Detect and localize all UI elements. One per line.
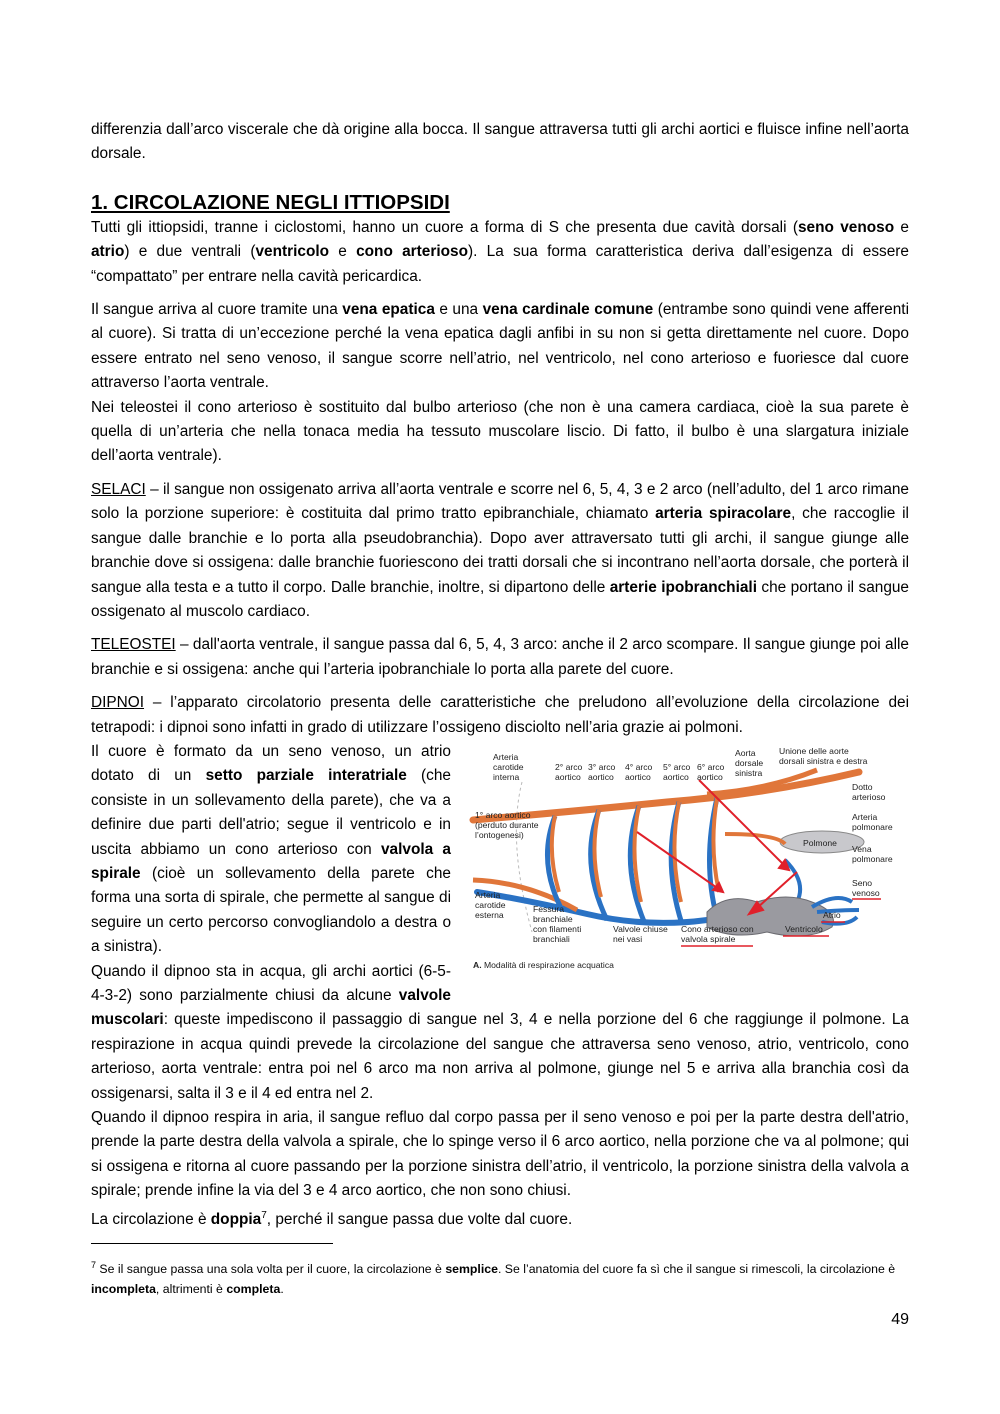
label-arco3-1: 3° arco	[588, 761, 616, 772]
label-arco6-1: 6° arco	[697, 761, 725, 772]
label-fessura-2: branchiale	[533, 913, 573, 924]
label-carotide-interna-1: Arteria	[493, 751, 519, 762]
label-fessura-3: con filamenti	[533, 923, 582, 934]
dipnoi-circulation-diagram	[467, 742, 919, 982]
label-carotide-interna-3: interna	[493, 771, 520, 782]
label-aorta-dorsale-1: Aorta	[735, 747, 756, 758]
footnote-separator	[91, 1243, 333, 1244]
label-arco1-3: l’ontogenesi)	[475, 829, 524, 840]
label-dotto-2: arterioso	[852, 791, 886, 802]
paragraph-double-circulation: La circolazione è doppia$^7$, perché il sangue passa due volte dal cuore.	[91, 1209, 573, 1228]
paragraph-air-breathing: Quando il dipnoo respira in aria, il sangue refluo dal corpo passa per il seno venoso e poi per la parte destra dell'atrio, prende la parte destra della valvola a spirale, che lo spinge verso il 6 arco aortico, nella porzione che va al polmone; qui si ossigena e ritorna al cuore passando per la porzione sinistra dell’atrio, il ventricolo, la porzione sinistra della valvola a spirale; prende infine la via del 3 e 4 arco aortico, che non sono chiusi.	[91, 1109, 909, 1200]
label-esterna-2: carotide	[475, 899, 506, 910]
label-cono-2: valvola spirale	[681, 933, 736, 944]
label-seno-1: Seno	[852, 877, 873, 888]
paragraph-selaci: SELACI – il sangue non ossigenato arriva all’aorta ventrale e scorre nel 6, 5, 4, 3 e 2 arco (nell’adulto, del 1 arco rimane solo la porzione superiore: è costituita dal primo tratto epibranchiale, chiamato arteria spiracolare, che raccoglie il sangue dalle branchie e lo porta alla pseudobranchia). Dopo aver attraversato tutti gli archi, il sangue giunge alle branchie dove si ossigena: dalle branchie fuoriescono dei tratti dorsali che si incontrano nell’aorta dorsale, che porterà il sangue alla testa e a tutto il corpo. Dalle branchie, inoltre, si dipartono delle arterie ipobranchiali che portano il sangue ossigenato al muscolo cardiaco.	[91, 480, 909, 620]
paragraph-teleostei-bulbo: Nei teleostei il cono arterioso è sostituito dal bulbo arterioso (che non è una camera cardiaca, cioè la sua parete è quella di un’arteria che nella tonaca media ha tessuto muscolare liscio. Di fatto, il bulbo è una slargatura iniziale dell’aorta ventrale).	[91, 398, 909, 465]
label-arco6-2: aortico	[697, 771, 723, 782]
label-arco2-1: 2° arco	[555, 761, 583, 772]
page-number: 49	[891, 1311, 909, 1328]
label-arco4-1: 4° arco	[625, 761, 653, 772]
page-body	[91, 118, 909, 1232]
label-seno-2: venoso	[852, 887, 880, 898]
paragraph-teleostei: TELEOSTEI – dall'aorta ventrale, il sangue passa dal 6, 5, 4, 3 arco: anche il 2 arco scompare. Il sangue giunge poi alle branchie e si ossigena: anche qui l’arteria ipobranchiale lo porta alla parete del cuore.	[91, 636, 909, 678]
label-atrio: Atrio	[823, 909, 841, 920]
paragraph-dipnoi: DIPNOI – l’apparato circolatorio presenta delle caratteristiche che preludono all’evoluzione della circolazione dei tetrapodi: i dipnoi sono infatti in grado di utilizzare l’ossigeno disciolto nell’aria grazie ai polmoni.	[91, 694, 909, 736]
paragraph-heart-structure: Il cuore è formato da un seno venoso, un atrio dotato di un setto parziale interatriale (che consiste in un sollevamento della parete), che va a definire due parti dell'atrio; segue il ventricolo e in uscita abbiamo un cono arterioso con valvola a spirale (cioè un sollevamento della parete che forma una sorta di spirale, che permette al sangue di seguire un certo percorso convogliandolo a destra o a sinistra).	[91, 742, 451, 956]
label-vena-2: polmonare	[852, 853, 893, 864]
paragraph-venous-return: Il sangue arriva al cuore tramite una vena epatica e una vena cardinale comune (entrambe sono quindi vene afferenti al cuore). Si tratta di un’eccezione perché la vena epatica dagli anfibi in su non si getta direttamente nel cuore. Dopo essere entrato nel seno venoso, il sangue scorre nell’atrio, nel ventricolo, nel cono arterioso e fuoriesce dal cuore attraverso l’aorta ventrale.	[91, 301, 909, 392]
label-polmonare-2: polmonare	[852, 821, 893, 832]
label-aorta-dorsale-2: dorsale	[735, 757, 764, 768]
label-polmone: Polmone	[803, 837, 837, 848]
label-cono-1: Cono arterioso con	[681, 923, 754, 934]
dipnoi-label: DIPNOI	[91, 694, 145, 712]
label-carotide-interna-2: carotide	[493, 761, 524, 772]
label-unione-2: dorsali sinistra e destra	[779, 755, 868, 766]
label-polmonare-1: Arteria	[852, 811, 878, 822]
label-arco5-1: 5° arco	[663, 761, 691, 772]
label-aorta-dorsale-3: sinistra	[735, 767, 763, 778]
label-fessura-1: Fessura	[533, 903, 565, 914]
label-esterna-1: Arteria	[475, 889, 501, 900]
label-vena-1: Vena	[852, 843, 872, 854]
label-esterna-3: esterna	[475, 909, 504, 920]
teleostei-label: TELEOSTEI	[91, 636, 176, 654]
label-valvole-1: Valvole chiuse	[613, 923, 668, 934]
label-arco1-1: 1° arco aortico	[475, 809, 531, 820]
label-arco2-2: aortico	[555, 771, 581, 782]
label-ventricolo: Ventricolo	[785, 923, 823, 934]
label-arco4-2: aortico	[625, 771, 651, 782]
footnote-ref[interactable]: 7	[261, 1209, 267, 1221]
figure-caption: A. Modalità di respirazione acquatica	[473, 959, 614, 970]
label-fessura-4: branchiali	[533, 933, 570, 944]
paragraph-heart-shape: Tutti gli ittiopsidi, tranne i ciclostomi, hanno un cuore a forma di S che presenta due cavità dorsali (seno venoso e atrio) e due ventrali (ventricolo e cono arterioso). La sua forma caratteristica deriva dall’esigenza di essere “compattato” per entrare nella cavità pericardica.	[91, 218, 909, 285]
selaci-label: SELACI	[91, 480, 146, 498]
label-arco5-2: aortico	[663, 771, 689, 782]
label-dotto-1: Dotto	[852, 781, 873, 792]
label-arco1-2: (perduto durante	[475, 819, 539, 830]
intro-paragraph: differenzia dall’arco viscerale che dà origine alla bocca. Il sangue attraversa tutti gli archi aortici e fluisce infine nell’aorta dorsale.	[91, 121, 909, 163]
label-valvole-2: nei vasi	[613, 933, 643, 944]
section-title: 1. CIRCOLAZIONE NEGLI ITTIOPSIDI	[91, 190, 450, 214]
footnote: $^7$ Se il sangue passa una sola volta per il cuore, la circolazione è semplice. Se l’anatomia del cuore fa sì che il sangue si rimescoli, la circolazione è incompleta, altrimenti è completa.	[91, 1260, 896, 1296]
label-unione-1: Unione delle aorte	[779, 745, 849, 756]
label-arco3-2: aortico	[588, 771, 614, 782]
circulation-figure	[467, 742, 919, 982]
paragraph-water-breathing: Quando il dipnoo sta in acqua, gli archi aortici (6-5-4-3-2) sono parzialmente chiusi da alcune valvole muscolari: queste impediscono il passaggio di sangue nel 3, 4 e nella porzione del 6 che raggiunge il polmone. La respirazione in acqua quindi prevede la circolazione del sangue che attraversa seno venoso, atrio, ventricolo, cono arterioso, aorta ventrale: entra poi nel 6 arco ma non arriva al polmone, giunge nel 5 e arriva alla branchia così da ossigenarsi, salta il 3 e il 4 ed entra nel 2.	[91, 962, 909, 1102]
